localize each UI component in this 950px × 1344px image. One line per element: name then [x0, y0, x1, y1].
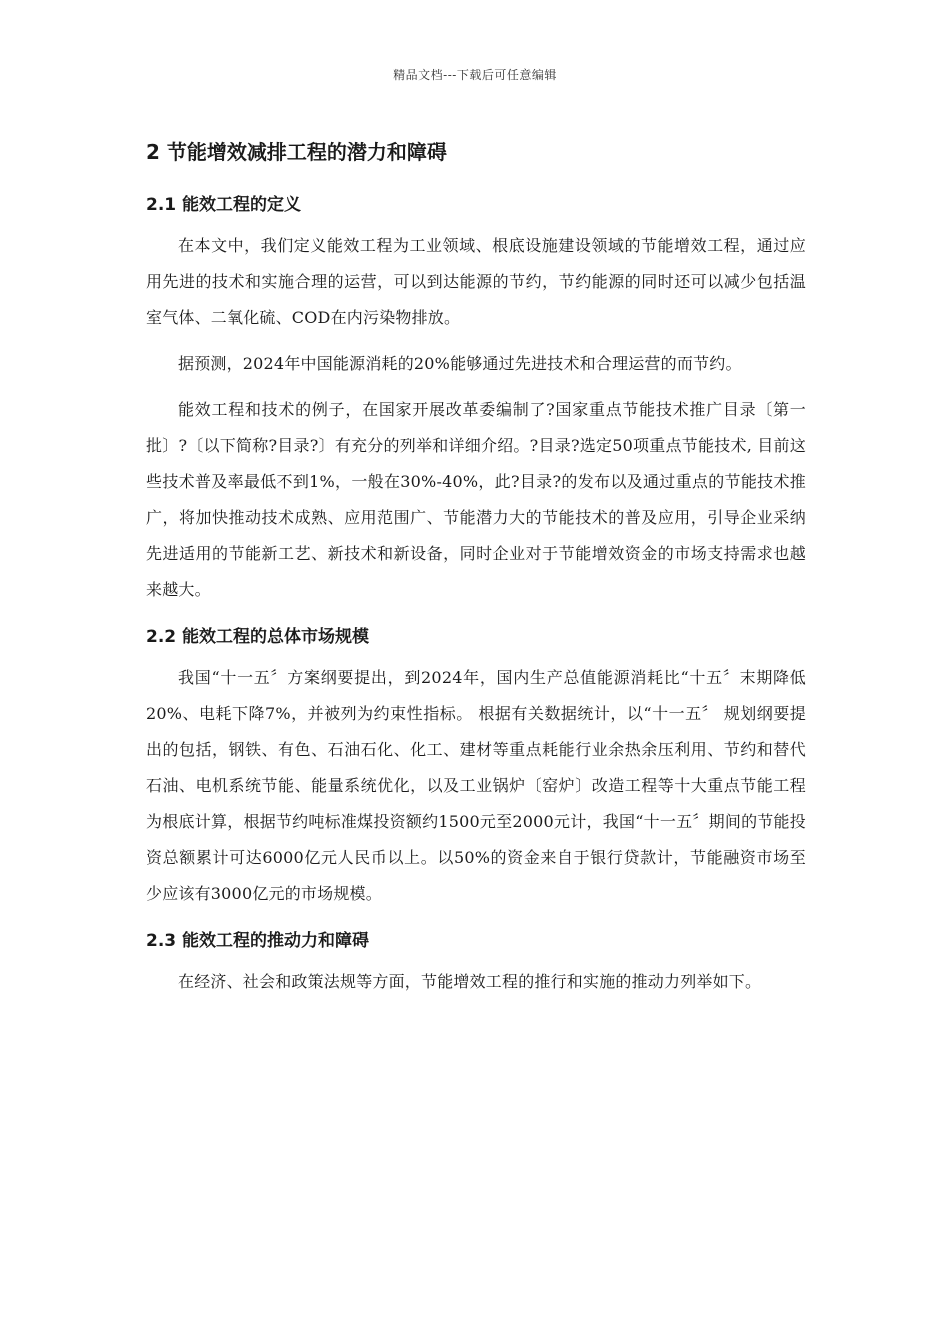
paragraph-examples: 能效工程和技术的例子，在国家开展改革委编制了?国家重点节能技术推广目录〔第一批〕?〔以下简称?目录?〕有充分的列举和详细介绍。?目录?选定50项重点节能技术, 目前这些技术普及率最低不到1%，一般在30%-40%，此?目录?的发布以及通过重点的节能技术推广，将加快推动技术成熟、应用范围广、节能潜力大的节能技术的普及应用，引导企业采纳先进适用的节能新工艺、新技术和新设备，同时企业对于节能增效资金的市场支持需求也越来越大。 — [146, 400, 806, 599]
section-title: 2 节能增效减排工程的潜力和障碍 — [146, 140, 447, 164]
subsection-title-2-2: 2.2 能效工程的总体市场规模 — [146, 627, 370, 647]
page-header: 精品文档---下载后可任意编辑 — [393, 68, 557, 82]
paragraph-market-scale: 我国“十一五〞方案纲要提出，到2024年，国内生产总值能源消耗比“十五〞末期降低20%、电耗下降7%，并被列为约束性指标。 根据有关数据统计，以“十一五〞 规划纲要提出的包括，钢铁、有色、石油石化、化工、建材等重点耗能行业余热余压利用、节约和替代石油、电机系统节能、能量系统优化，以及工业锅炉〔窑炉〕改造工程等十大重点节能工程为根底计算，根据节约吨标准煤投资额约1500元至2000元计，我国“十一五〞期间的节能投资总额累计可达6000亿元人民币以上。以50%的资金来自于银行贷款计，节能融资市场至少应该有3000亿元的市场规模。 — [146, 668, 806, 903]
document-body — [146, 136, 806, 1000]
paragraph-forecast: 据预测，2024年中国能源消耗的20%能够通过先进技术和合理运营的而节约。 — [178, 354, 742, 373]
subsection-title-2-1: 2.1 能效工程的定义 — [146, 195, 302, 215]
paragraph-drivers: 在经济、社会和政策法规等方面，节能增效工程的推行和实施的推动力列举如下。 — [178, 972, 762, 991]
subsection-title-2-3: 2.3 能效工程的推动力和障碍 — [146, 931, 370, 951]
paragraph-definition: 在本文中，我们定义能效工程为工业领域、根底设施建设领域的节能增效工程，通过应用先进的技术和实施合理的运营，可以到达能源的节约，节约能源的同时还可以减少包括温室气体、二氧化硫、COD在内污染物排放。 — [146, 236, 806, 327]
